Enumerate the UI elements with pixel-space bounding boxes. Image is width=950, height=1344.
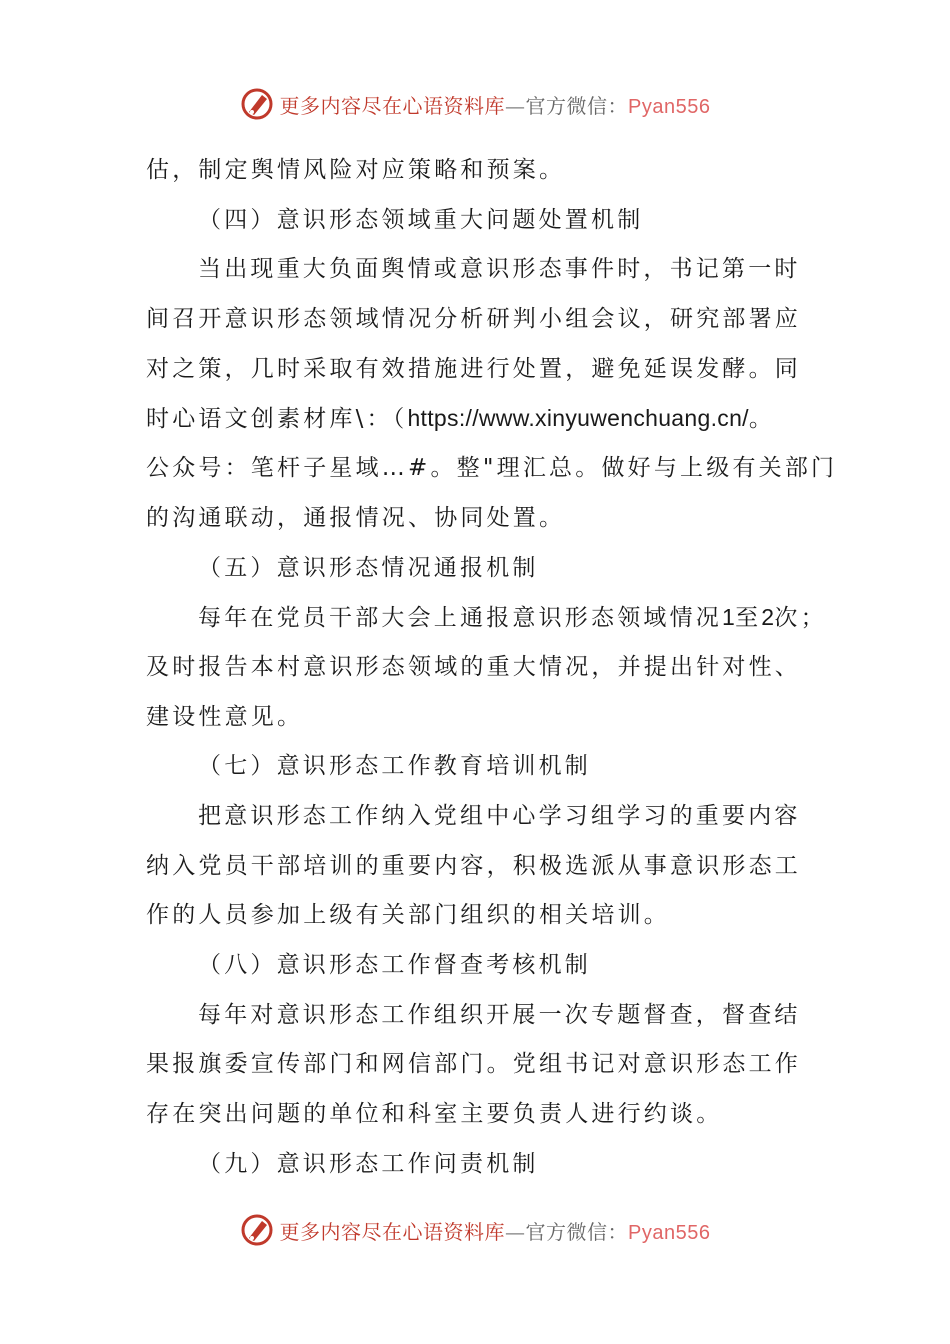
paragraph-line: 作的人员参加上级有关部门组织的相关培训。 [146, 902, 670, 929]
paragraph-line: 存在突出问题的单位和科室主要负责人进行约谈。 [146, 1101, 723, 1128]
section-heading: （五）意识形态情况通报机制 [198, 554, 539, 581]
paragraph-line: 及时报告本村意识形态领域的重大情况，并提出针对性、 [146, 653, 801, 680]
paragraph-line: 建设性意见。 [146, 703, 304, 730]
section-heading: （四）意识形态领域重大问题处置机制 [198, 206, 644, 233]
paragraph-line: 每年在党员干部大会上通报意识形态领域情况1至2次； [198, 604, 827, 632]
section-heading: （九）意识形态工作问责机制 [198, 1150, 539, 1177]
paragraph-line: 估，制定舆情风险对应策略和预案。 [146, 157, 566, 183]
paragraph-line: 每年对意识形态工作组织开展一次专题督查，督查结 [198, 1001, 801, 1028]
watermark-text: 更多内容尽在心语资料库—官方微信：Pyan556 [279, 1219, 711, 1244]
watermark-text: 更多内容尽在心语资料库—官方微信：Pyan556 [279, 93, 711, 118]
pen-nib-circle-icon [240, 87, 274, 121]
header-watermark [0, 84, 950, 124]
website-url-text: https://www.xinyuwenchuang.cn/ [407, 405, 749, 432]
footer-watermark [0, 1210, 950, 1250]
section-heading: （七）意识形态工作教育培训机制 [198, 753, 591, 780]
paragraph-line: 对之策，几时采取有效措施进行处置，避免延误发酵。同 [146, 355, 801, 382]
paragraph-line: 时心语文创素材库\：（https://www.xinyuwenchuang.cn/。 [146, 405, 776, 433]
pen-nib-circle-icon [240, 1213, 274, 1247]
paragraph-line: 的沟通联动，通报情况、协同处置。 [146, 504, 566, 531]
document-body [146, 146, 838, 1189]
paragraph-line: 果报旗委宣传部门和网信部门。党组书记对意识形态工作 [146, 1051, 801, 1078]
section-heading: （八）意识形态工作督查考核机制 [198, 952, 591, 978]
paragraph-line: 当出现重大负面舆情或意识形态事件时，书记第一时 [198, 256, 801, 283]
paragraph-line: 纳入党员干部培训的重要内容，积极选派从事意识形态工 [146, 852, 801, 879]
paragraph-line: 公众号：笔杆子星域…#。整"理汇总。做好与上级有关部门 [146, 455, 838, 482]
paragraph-line: 间召开意识形态领域情况分析研判小组会议，研究部署应 [146, 306, 801, 333]
paragraph-line: 把意识形态工作纳入党组中心学习组学习的重要内容 [198, 802, 801, 829]
